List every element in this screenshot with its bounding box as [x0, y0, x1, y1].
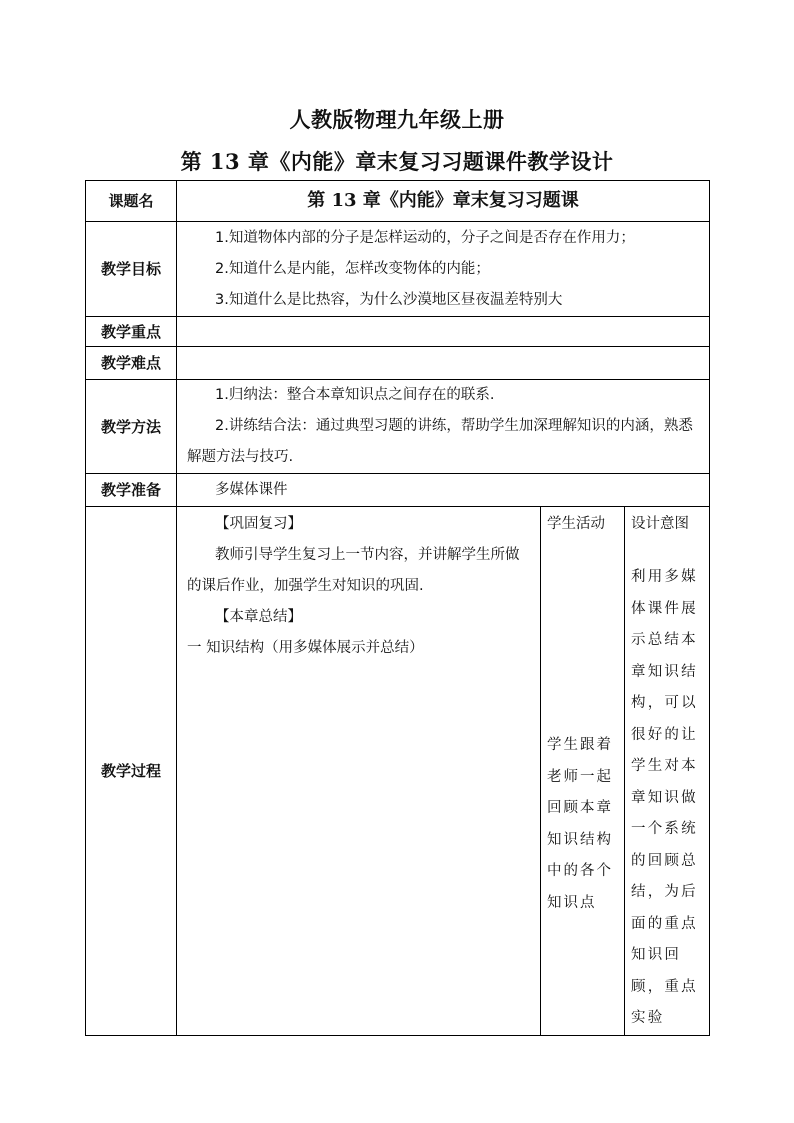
key-points-row — [86, 317, 710, 347]
prep-text: 多媒体课件 — [215, 481, 288, 498]
topic-row — [86, 181, 710, 222]
goals-cell — [177, 222, 710, 317]
key-points-label: 教学重点 — [86, 317, 177, 347]
student-activity-text: 学生跟着老师一起回顾本章知识结构中的各个知识点 — [547, 737, 613, 911]
summary-heading: 【本章总结】 — [215, 609, 302, 625]
review-text: 教师引导学生复习上一节内容，并讲解学生所做的课后作业，加强学生对知识的巩固. — [187, 547, 520, 594]
difficulties-label: 教学难点 — [86, 347, 177, 380]
prep-row — [86, 474, 710, 507]
method-item: 2.讲练结合法：通过典型习题的讲练，帮助学生加深理解知识的内涵，熟悉解题方法与技巧. — [187, 418, 693, 465]
difficulties-value — [177, 347, 710, 380]
goal-item: 2.知道什么是内能，怎样改变物体的内能； — [215, 260, 490, 277]
topic-label: 课题名 — [86, 181, 177, 222]
design-intent-cell — [625, 507, 710, 1036]
process-row — [86, 507, 710, 1036]
topic-value: 第 13 章《内能》章末复习习题课 — [177, 181, 710, 222]
design-intent-header: 设计意图 — [631, 516, 689, 532]
difficulties-row — [86, 347, 710, 380]
key-points-value — [177, 317, 710, 347]
goals-row — [86, 222, 710, 317]
methods-row — [86, 380, 710, 474]
summary-item: 一 知识结构（用多媒体展示并总结） — [187, 640, 424, 656]
design-intent-text: 利用多媒体课件展示总结本章知识结构，可以很好的让学生对本章知识做一个系统的回顾总结，为后面的重点知识回顾，重点实验 — [631, 569, 698, 1026]
document-title: 人教版物理九年级上册 — [289, 107, 505, 132]
prep-label: 教学准备 — [86, 474, 177, 507]
review-heading: 【巩固复习】 — [215, 516, 302, 532]
student-activity-cell — [541, 507, 625, 1036]
lesson-plan-table — [85, 180, 710, 1036]
prep-value — [177, 474, 710, 507]
process-content — [177, 507, 541, 1036]
methods-cell — [177, 380, 710, 474]
goal-item: 3.知道什么是比热容，为什么沙漠地区昼夜温差特别大 — [215, 291, 563, 308]
method-item: 1.归纳法：整合本章知识点之间存在的联系. — [215, 387, 495, 403]
process-label: 教学过程 — [86, 507, 177, 1036]
document-subtitle: 第 13 章《内能》章末复习习题课件教学设计 — [180, 149, 614, 174]
methods-label: 教学方法 — [86, 380, 177, 474]
goals-label: 教学目标 — [86, 222, 177, 317]
student-activity-header: 学生活动 — [547, 516, 605, 532]
goal-item: 1.知道物体内部的分子是怎样运动的，分子之间是否存在作用力； — [215, 229, 635, 246]
